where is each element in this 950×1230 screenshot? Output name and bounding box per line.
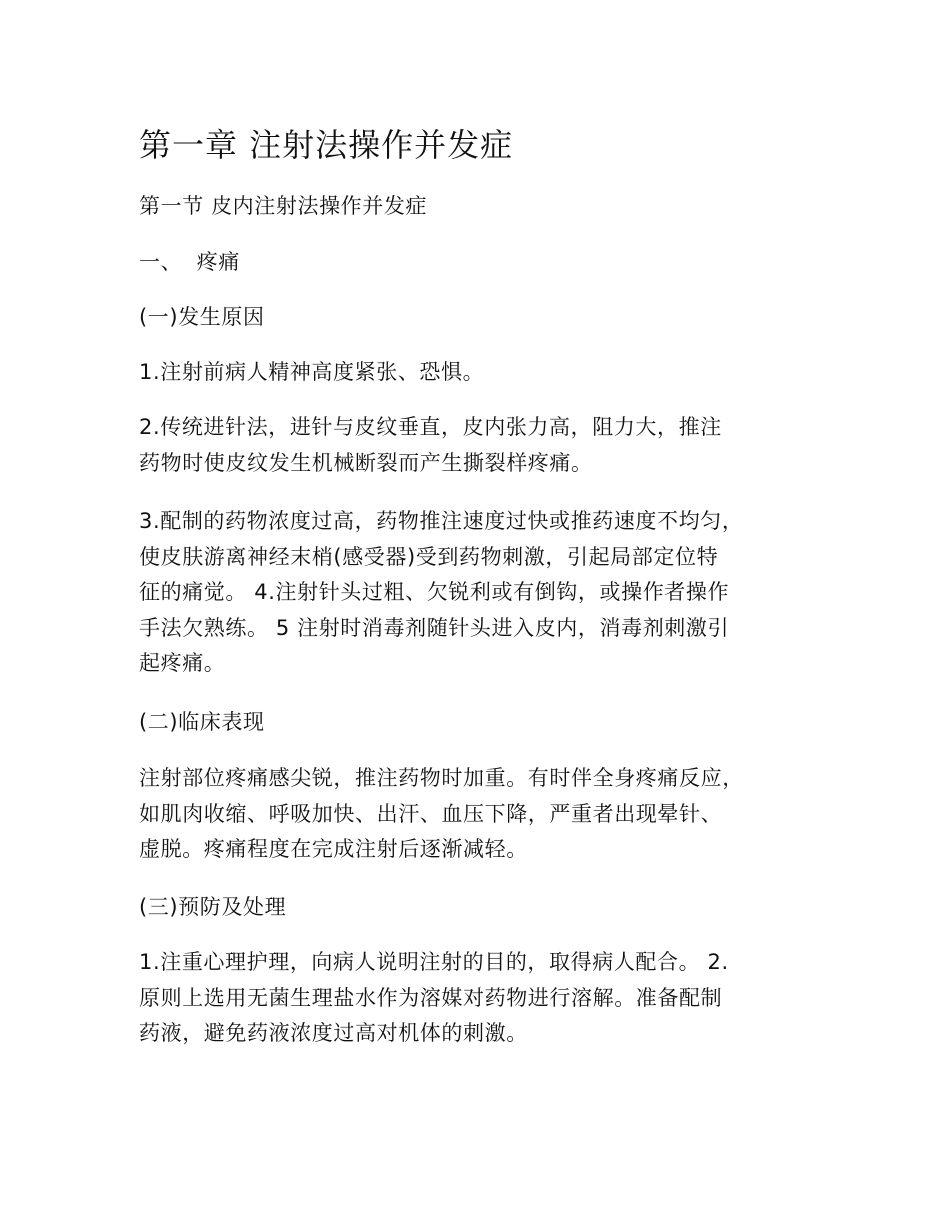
paragraph-line: 2.传统进针法，进针与皮纹垂直，皮内张力高，阻力大，推注 xyxy=(139,415,722,439)
cause-paragraph-1: 1.注射前病人精神高度紧张、恐惧。 xyxy=(139,360,485,384)
paragraph-line: 原则上选用无菌生理盐水作为溶媒对药物进行溶解。准备配制 xyxy=(139,985,723,1010)
paragraph-line: 药物时使皮纹发生机械断裂而产生撕裂样疼痛。 xyxy=(139,450,593,475)
paragraph-line: 1.注重心理护理，向病人说明注射的目的，取得病人配合。 2. xyxy=(139,950,729,974)
subheading-clinical: (二)临床表现 xyxy=(139,710,265,734)
paragraph-line: 征的痛觉。 4.注射针头过粗、欠锐利或有倒钩，或操作者操作 xyxy=(139,580,730,604)
section-title: 第一节 皮内注射法操作并发症 xyxy=(139,194,428,218)
subheading-prevention: (三)预防及处理 xyxy=(139,895,287,919)
prevention-paragraph xyxy=(139,945,829,1052)
clinical-paragraph xyxy=(139,761,829,868)
paragraph-line: 起疼痛。 xyxy=(139,651,226,675)
item-heading: 一、 疼痛 xyxy=(139,250,240,274)
paragraph-line: 虚脱。疼痛程度在完成注射后逐渐减轻。 xyxy=(139,837,528,861)
paragraph-line: 手法欠熟练。 5 注射时消毒剂随针头进入皮内，消毒剂刺激引 xyxy=(139,615,730,640)
chapter-title: 第一章 注射法操作并发症 xyxy=(139,126,514,164)
paragraph-line: 3.配制的药物浓度过高，药物推注速度过快或推药速度不均匀， xyxy=(139,509,744,533)
cause-paragraph-2 xyxy=(139,410,829,481)
paragraph-line: 如肌肉收缩、呼吸加快、出汗、血压下降，严重者出现晕针、 xyxy=(139,801,723,826)
cause-paragraph-3 xyxy=(139,504,829,682)
paragraph-line: 注射部位疼痛感尖锐，推注药物时加重。有时伴全身疼痛反应， xyxy=(139,766,744,790)
paragraph-line: 使皮肤游离神经末梢(感受器)受到药物刺激，引起局部定位特 xyxy=(139,544,719,569)
subheading-cause: (一)发生原因 xyxy=(139,305,265,329)
paragraph-line: 药液，避免药液浓度过高对机体的刺激。 xyxy=(139,1021,528,1045)
